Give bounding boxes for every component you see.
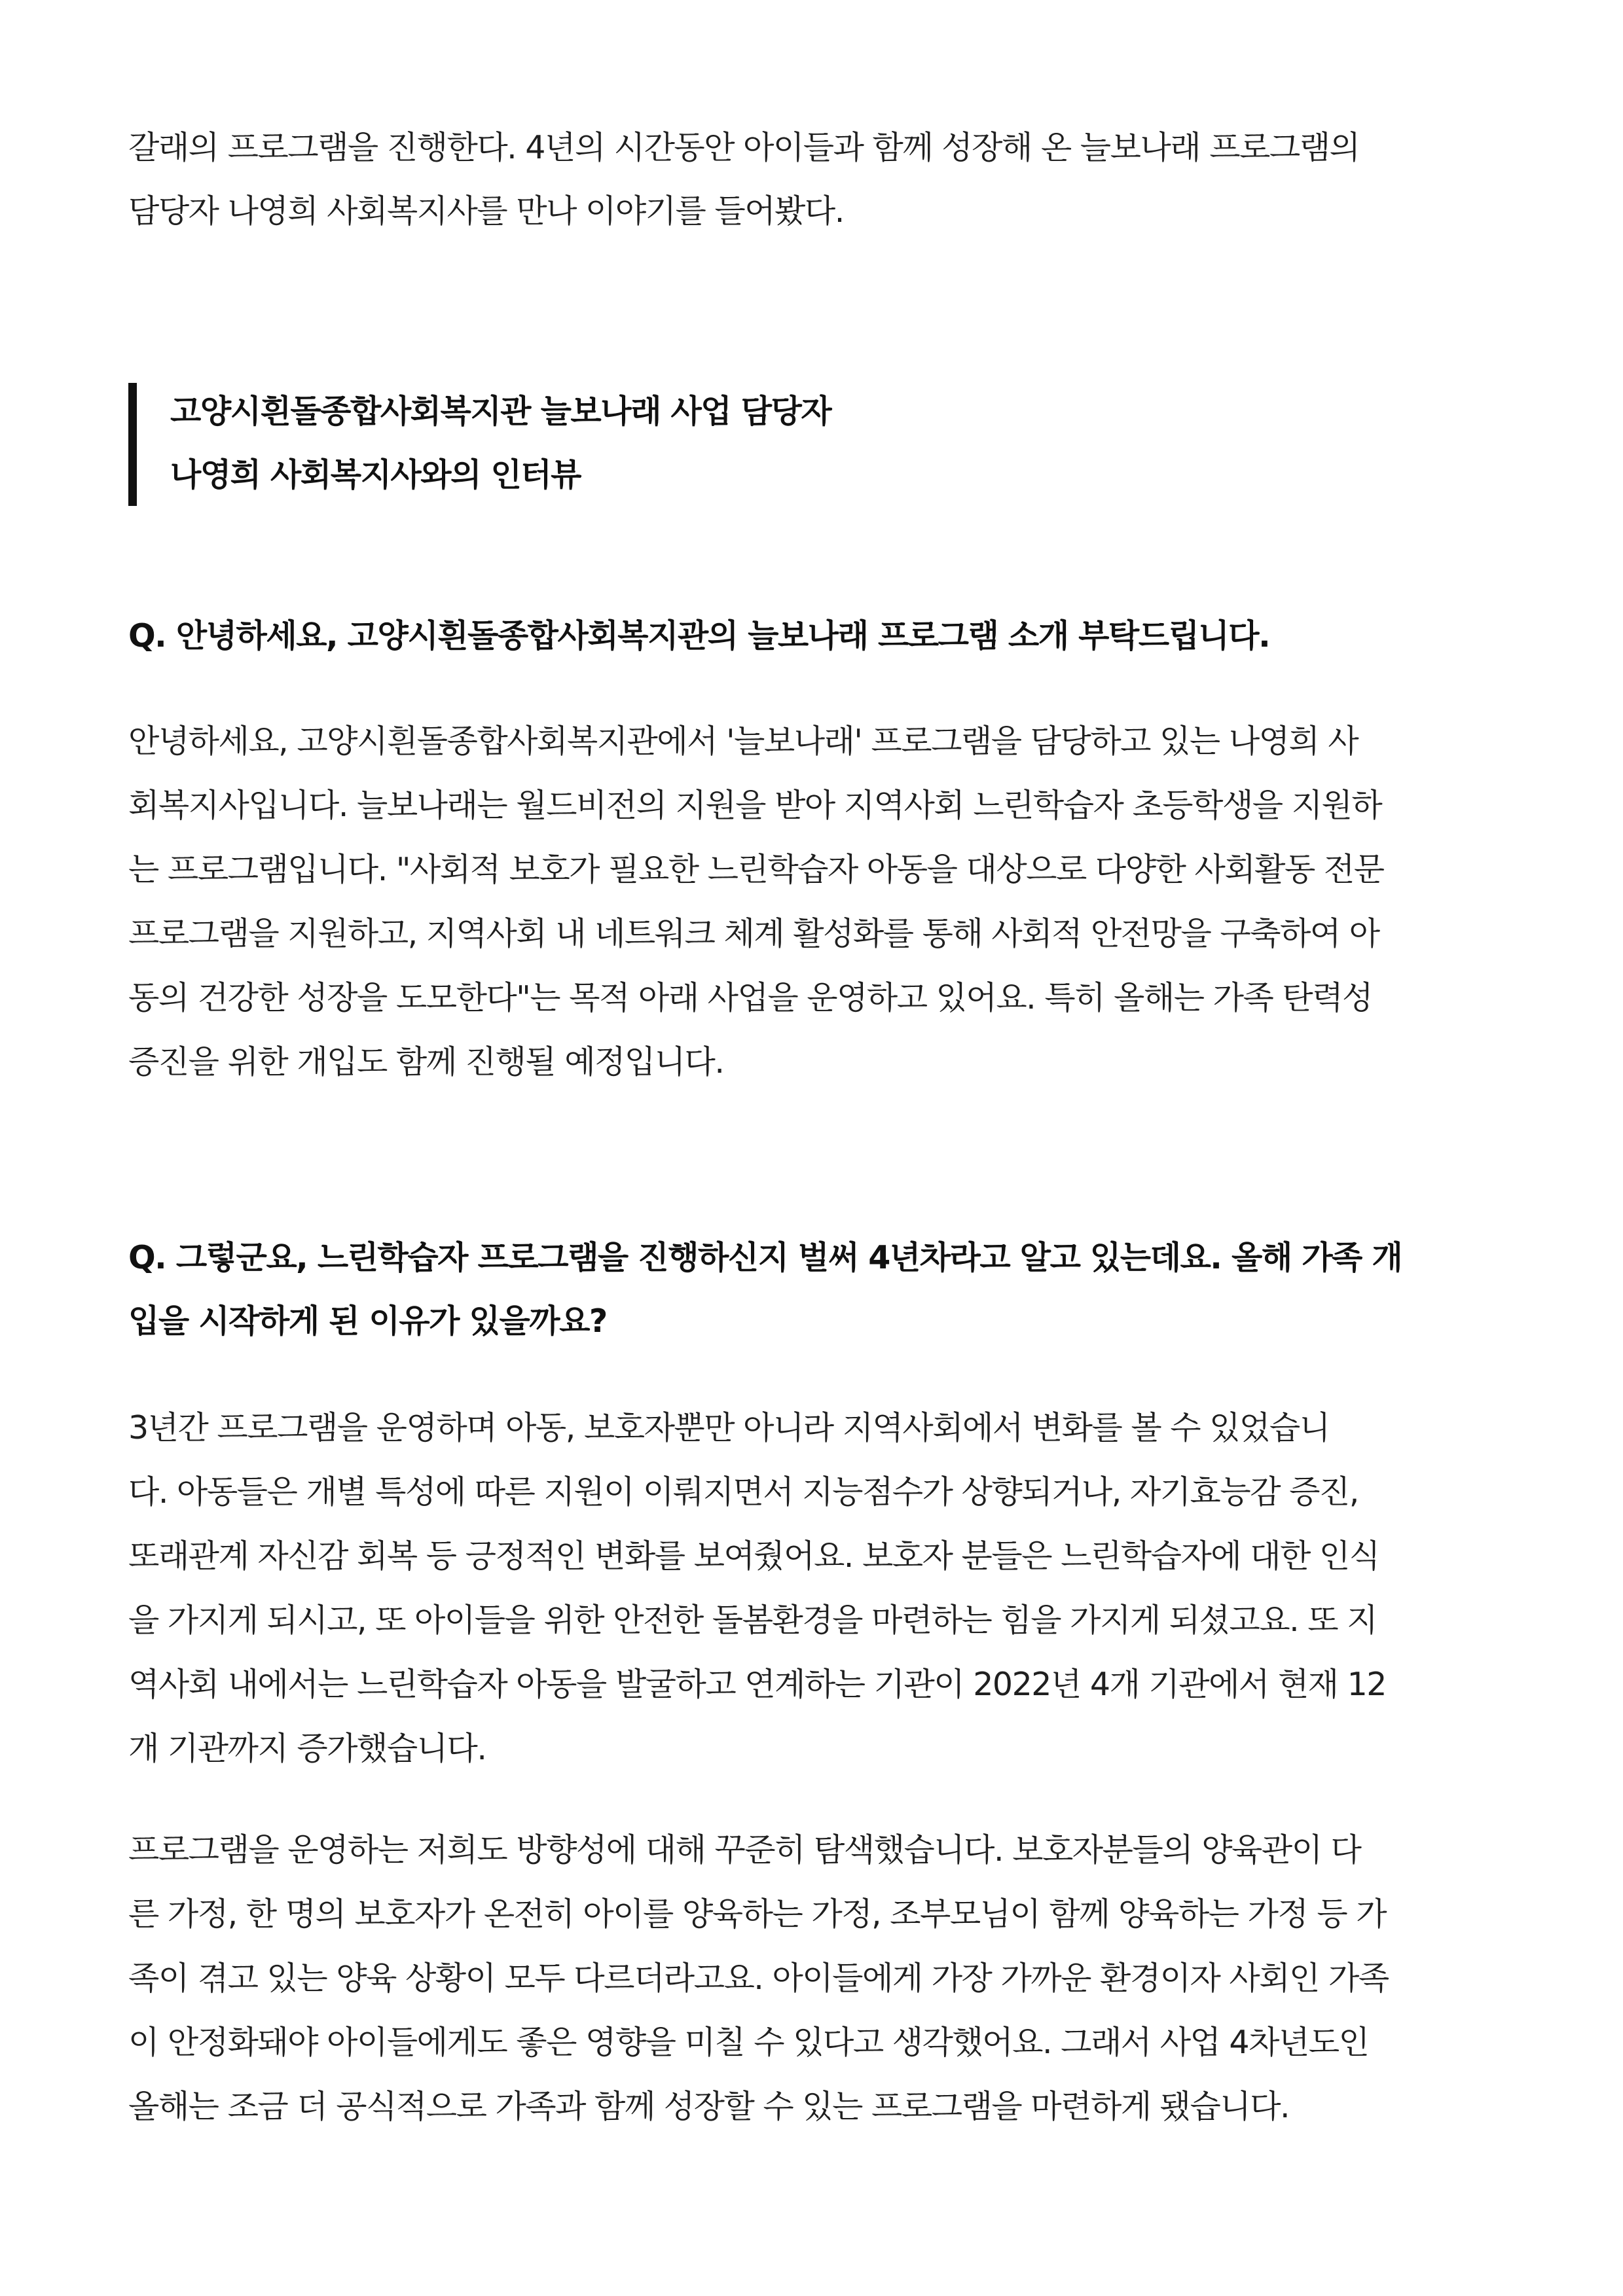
answer-line: 른 가정, 한 명의 보호자가 온전히 아이를 양육하는 가정, 조부모님이 함께 양육하는 가정 등 가 <box>128 1895 1387 1933</box>
answer-line: 족이 겪고 있는 양육 상황이 모두 다르더라고요. 아이들에게 가장 가까운 환경이자 사회인 가족 <box>128 1960 1389 1997</box>
question-heading: Q. 그렇군요, 느린학습자 프로그램을 진행하신지 벌써 4년차라고 알고 있는데요. 올해 가족 개 <box>128 1239 1402 1276</box>
answer-line: 동의 건강한 성장을 도모한다"는 목적 아래 사업을 운영하고 있어요. 특히 올해는 가족 탄력성 <box>128 979 1372 1016</box>
blockquote-bar <box>128 383 137 506</box>
question-heading: Q. 안녕하세요, 고양시흰돌종합사회복지관의 늘보나래 프로그램 소개 부탁드립니다. <box>128 617 1270 655</box>
answer-line: 회복지사입니다. 늘보나래는 월드비전의 지원을 받아 지역사회 느린학습자 초등학생을 지원하 <box>128 787 1382 824</box>
answer-line: 프로그램을 운영하는 저희도 방향성에 대해 꾸준히 탐색했습니다. 보호자분들의 양육관이 다 <box>128 1831 1361 1869</box>
blockquote-line: 나영희 사회복지사와의 인터뷰 <box>170 456 581 493</box>
answer-line: 는 프로그램입니다. "사회적 보호가 필요한 느린학습자 아동을 대상으로 다양한 사회활동 전문 <box>128 851 1384 888</box>
answer-line: 증진을 위한 개입도 함께 진행될 예정입니다. <box>128 1043 724 1081</box>
answer-line: 프로그램을 지원하고, 지역사회 내 네트워크 체계 활성화를 통해 사회적 안전망을 구축하여 아 <box>128 915 1379 952</box>
answer-line: 개 기관까지 증가했습니다. <box>128 1730 486 1767</box>
blockquote-line: 고양시흰돌종합사회복지관 늘보나래 사업 담당자 <box>170 393 831 430</box>
answer-line: 이 안정화돼야 아이들에게도 좋은 영향을 미칠 수 있다고 생각했어요. 그래서 사업 4차년도인 <box>128 2024 1369 2061</box>
intro-line: 담당자 나영희 사회복지사를 만나 이야기를 들어봤다. <box>128 192 844 230</box>
answer-line: 올해는 조금 더 공식적으로 가족과 함께 성장할 수 있는 프로그램을 마련하게 됐습니다. <box>128 2088 1290 2125</box>
intro-line: 갈래의 프로그램을 진행한다. 4년의 시간동안 아이들과 함께 성장해 온 늘보나래 프로그램의 <box>128 129 1360 166</box>
question-heading: 입을 시작하게 된 이유가 있을까요? <box>128 1302 607 1340</box>
answer-line: 을 가지게 되시고, 또 아이들을 위한 안전한 돌봄환경을 마련하는 힘을 가지게 되셨고요. 또 지 <box>128 1602 1377 1639</box>
answer-line: 3년간 프로그램을 운영하며 아동, 보호자뿐만 아니라 지역사회에서 변화를 볼 수 있었습니 <box>128 1409 1330 1446</box>
answer-line: 안녕하세요, 고양시흰돌종합사회복지관에서 '늘보나래' 프로그램을 담당하고 있는 나영희 사 <box>128 723 1359 760</box>
answer-line: 또래관계 자신감 회복 등 긍정적인 변화를 보여줬어요. 보호자 분들은 느린학습자에 대한 인식 <box>128 1537 1379 1575</box>
answer-line: 다. 아동들은 개별 특성에 따른 지원이 이뤄지면서 지능점수가 상향되거나, 자기효능감 증진, <box>128 1473 1359 1511</box>
answer-line: 역사회 내에서는 느린학습자 아동을 발굴하고 연계하는 기관이 2022년 4개 기관에서 현재 12 <box>128 1666 1386 1703</box>
